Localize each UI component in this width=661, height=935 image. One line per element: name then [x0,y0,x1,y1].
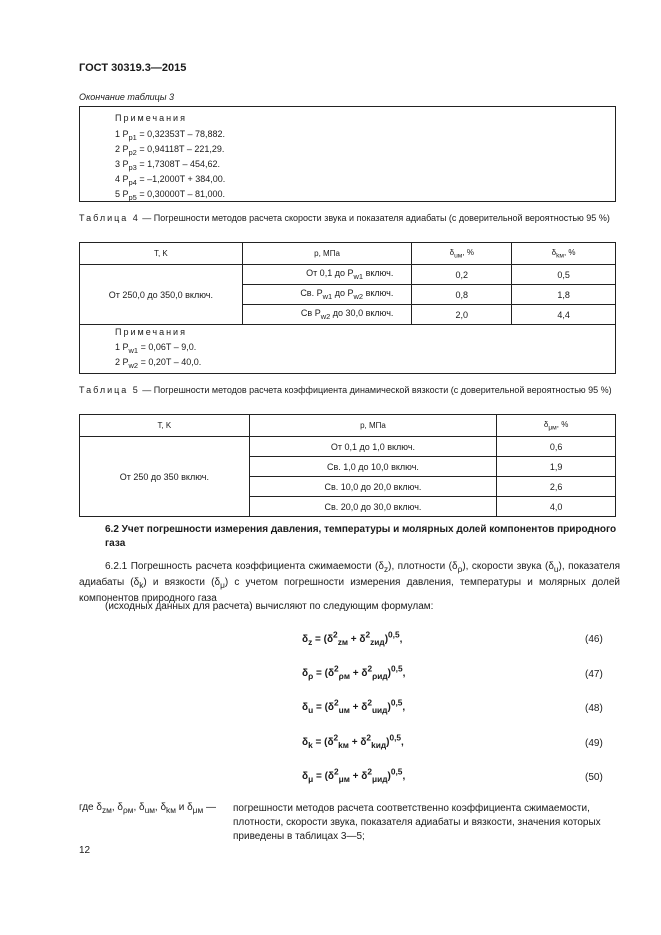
table4-label: Таблица 4 [79,213,140,223]
equation-number: (48) [585,703,603,714]
table5 [79,414,616,517]
table5-cell-d: 1,9 [497,457,616,477]
where-explanation: погрешности методов расчета соответственно коэффициента сжимаемости, плотности, скорости звука, показателя адиабаты и вязкости, значения которых приведены в таблицах 3—5; [233,803,601,842]
table4-cell-du: 0,2 [412,265,512,285]
table5-cell-p: Св. 1,0 до 10,0 включ. [249,457,497,477]
table3-continuation-label: Окончание таблицы 3 [79,92,174,102]
note-line: 2 $P_{w2} = 0,20T - 40,0$. [115,357,202,370]
equation-number: (46) [585,634,603,645]
table5-cell-d: 0,6 [497,437,616,457]
table4-cell-p: Св. $P_{w1}$ до $P_{w2}$ включ. [242,285,412,305]
table5-caption [79,384,619,397]
table5-caption-text: — Погрешности методов расчета коэффициента динамической вязкости (с доверительной вероятностью 95 %) [139,385,612,395]
table5-cell-p: Св. 20,0 до 30,0 включ. [249,497,497,517]
table4-cell-dk: 4,4 [512,305,616,325]
table4-cell-du: 2,0 [412,305,512,325]
table5-cell-p: Св. 10,0 до 20,0 включ. [249,477,497,497]
table4-caption-text: — Погрешности методов расчета скорости звука и показателя адиабаты (с доверительной вероятностью 95 %) [139,213,610,223]
formula-50: $\delta_\mu = (\delta^2_{\mu м} + \delta^2_{\mu ид})^{0,5}$, [302,767,406,785]
table5-label: Таблица 5 [79,385,140,395]
note-line: 1 $P_{w1} = 0,06T - 9,0$. [115,342,197,355]
note-line: 2 $P_{p2} = 0,94118T - 221,29$. [115,144,225,157]
notes-title: Примечания [115,113,187,123]
note-line: 1 $P_{p1} = 0,32353T - 78,882$. [115,129,226,142]
table5-header-p: p, МПа [249,415,497,437]
page-number: 12 [79,845,91,856]
paragraph-6-2-1: 6.2.1 Погрешность расчета коэффициента сжимаемости $(\delta_z)$, плотности $(\delta_\rho)$, скорости звука $(\delta_u)$, показателя адиабаты $(\delta_k)$ и вязкости $(\delta_\mu)$ с учетом погрешности измерения давления, температуры и молярных долей компонентов природного газа [79,561,621,604]
formula-49: $\delta_k = (\delta^2_{kм} + \delta^2_{kид})^{0,5}$, [302,733,404,751]
table3-notes [79,106,616,202]
section-title: 6.2 Учет погрешности измерения давления, температуры и молярных долей компонентов природного газа [105,524,617,549]
formula-48: $\delta_u = (\delta^2_{uм} + \delta^2_{uид})^{0,5}$, [302,698,406,716]
paragraph-formula-intro: (исходных данных для расчета) вычисляют по следующим формулам: [105,601,434,612]
equation-number: (50) [585,772,603,783]
note-line: 5 $P_{p5} = 0,30000T - 81,000$. [115,189,226,202]
table4-notes [79,323,616,374]
table4-group-label: От 250,0 до 350,0 включ. [80,265,243,325]
table5-group-label: От 250 до 350 включ. [80,437,250,517]
table5-header-d: $\delta_{\mu м}$, % [497,415,616,437]
table5-header-t: T, K [80,415,250,437]
document-header: ГОСТ 30319.3—2015 [79,62,187,74]
table5-cell-p: От 0,1 до 1,0 включ. [249,437,497,457]
table4-cell-p: От 0,1 до $P_{w1}$ включ. [242,265,412,285]
table4-header-t: T, K [80,243,243,265]
table4-header-du: $\delta_{uм}$, % [412,243,512,265]
formula-46: $\delta_z = (\delta^2_{zм} + \delta^2_{zид})^{0,5}$, [302,630,403,648]
table4-cell-dk: 1,8 [512,285,616,305]
table4 [79,242,616,325]
equation-number: (49) [585,738,603,749]
equation-number: (47) [585,669,603,680]
table4-cell-dk: 0,5 [512,265,616,285]
table4-caption [79,212,619,225]
note-line: 4 $P_{p4} = -1,2000T + 384,00$. [115,174,226,187]
table4-cell-p: Св $P_{w2}$ до 30,0 включ. [242,305,412,325]
table5-cell-d: 4,0 [497,497,616,517]
formula-47: $\delta_\rho = (\delta^2_{\rho м} + \delta^2_{\rho ид})^{0,5}$, [302,664,406,682]
table4-cell-du: 0,8 [412,285,512,305]
table4-header-p: p, МПа [242,243,412,265]
table4-header-dk: $\delta_{kм}$, % [512,243,616,265]
where-symbols: где $\delta_{zм}$, $\delta_{\rho м}$, $\delta_{uм}$, $\delta_{kм}$ и $\delta_{\mu м}$ — [79,802,216,815]
table5-cell-d: 2,6 [497,477,616,497]
note-line: 3 $P_{p3} = 1,7308T - 454,62$. [115,159,221,172]
notes-title: Примечания [115,327,187,337]
